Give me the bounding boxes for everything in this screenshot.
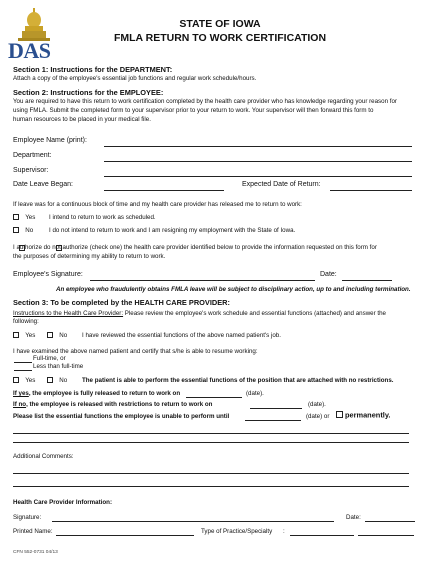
state-title: STATE OF IOWA (179, 18, 261, 30)
reviewed-row (13, 332, 67, 340)
reviewed-text: I have reviewed the essential functions of the above named patient's job. (82, 332, 281, 339)
employee-name-label: Employee Name (print): (13, 137, 87, 144)
less-full-time-blank[interactable] (14, 370, 32, 371)
list-functions-date-field[interactable] (245, 420, 301, 421)
type-practice-field-2[interactable] (358, 535, 414, 536)
date-leave-began-label: Date Leave Began: (13, 181, 73, 188)
if-no-date-field[interactable] (250, 408, 302, 409)
permanently-checkbox[interactable] (336, 411, 343, 418)
if-yes-date-paren: (date). (246, 390, 264, 397)
printed-name-label: Printed Name: (13, 528, 53, 535)
supervisor-label: Supervisor: (13, 167, 49, 174)
if-no-underlined: If no (13, 401, 27, 408)
if-yes-text (13, 390, 180, 398)
authorize-checkbox[interactable] (19, 245, 25, 251)
provider-info-label: Health Care Provider Information: (13, 499, 113, 506)
provider-signature-label: Signature: (13, 514, 42, 521)
employee-signature-field[interactable] (90, 280, 315, 281)
reviewed-yes-checkbox[interactable] (13, 332, 19, 338)
reviewed-no-checkbox[interactable] (47, 332, 53, 338)
instructions-underlined: Instructions to the Health Care Provider: (13, 310, 124, 317)
provider-date-field[interactable] (365, 521, 415, 522)
comments-line-1[interactable] (13, 473, 409, 474)
no-label: No (25, 227, 34, 234)
if-yes-rest: , the employee is fully released to return to work on (28, 390, 181, 397)
section1-heading: Section 1: Instructions for the DEPARTMENT: (13, 65, 173, 74)
department-field[interactable] (104, 161, 412, 162)
section3-instructions-line2: following: (13, 318, 39, 325)
full-time-blank[interactable] (14, 362, 32, 363)
type-practice-colon: : (283, 528, 285, 535)
type-practice-field[interactable] (290, 535, 354, 536)
reviewed-yes-label: Yes (25, 332, 36, 339)
if-no-text (13, 401, 212, 409)
intend-return-checkbox[interactable] (13, 214, 19, 220)
if-no-date-paren: (date). (308, 401, 326, 408)
form-number: CFN 552-0731 04/13 (13, 550, 58, 555)
employee-date-label: Date: (320, 271, 337, 278)
functions-line-2[interactable] (13, 442, 409, 443)
if-yes-date-field[interactable] (186, 397, 242, 398)
provider-signature-field[interactable] (52, 521, 334, 522)
printed-name-field[interactable] (56, 535, 194, 536)
supervisor-field[interactable] (104, 176, 412, 177)
intend-return-text: I intend to return to work as scheduled. (49, 214, 156, 221)
expected-return-label: Expected Date of Return: (242, 181, 321, 188)
expected-return-field[interactable] (330, 190, 412, 191)
functions-line-1[interactable] (13, 433, 409, 434)
able-perform-row (13, 377, 67, 385)
additional-comments-label: Additional Comments: (13, 453, 74, 460)
able-no-checkbox[interactable] (47, 377, 53, 383)
authorize-line2: the purposes of determining my ability to return to work. (13, 253, 166, 260)
not-intend-checkbox[interactable] (13, 227, 19, 233)
not-intend-text: I do not intend to return to work and I am resigning my employment with the State of Iowa. (49, 227, 296, 234)
list-functions-text: Please list the essential functions the employee is unable to perform until (13, 413, 230, 420)
comments-line-2[interactable] (13, 486, 409, 487)
instructions-rest: Please review the employee's work schedule and essential functions (attached) and answer the (123, 310, 386, 317)
intend-return-row (13, 214, 35, 222)
permanently-row (336, 411, 390, 420)
able-yes-checkbox[interactable] (13, 377, 19, 383)
employee-date-field[interactable] (342, 280, 392, 281)
employee-name-field[interactable] (104, 146, 412, 147)
if-yes-underlined: If yes (13, 390, 29, 397)
fraud-warning: An employee who fraudulently obtains FMLA leave will be subject to disciplinary action, up to and including termination. (56, 286, 411, 293)
section2-text-line3: human resources to be placed in your medical file. (13, 116, 151, 123)
able-yes-label: Yes (25, 377, 36, 384)
employee-signature-label: Employee's Signature: (13, 271, 83, 278)
do-not-authorize-checkbox[interactable] (56, 245, 62, 251)
section1-text: Attach a copy of the employee's essential job functions and regular work schedule/hours. (13, 75, 257, 82)
examined-text: I have examined the above named patient and certify that s/he is able to resume working: (13, 348, 258, 355)
if-no-rest: , the employee is released with restrictions to return to work on (26, 401, 213, 408)
section3-heading: Section 3: To be completed by the HEALTH CARE PROVIDER: (13, 298, 230, 307)
authorize-line1: I authorize do not authorize (check one) the health care provider identified below to provide the information requested on this form for (13, 244, 377, 251)
date-leave-began-field[interactable] (104, 190, 224, 191)
yes-label: Yes (25, 214, 36, 221)
reviewed-no-label: No (59, 332, 68, 339)
form-title: FMLA RETURN TO WORK CERTIFICATION (113, 32, 327, 44)
not-intend-row (13, 227, 33, 235)
able-perform-text: The patient is able to perform the essential functions of the position that are attached with no restrictions. (82, 377, 394, 384)
type-practice-label: Type of Practice/Specialty (201, 528, 273, 535)
able-no-label: No (59, 377, 68, 384)
date-or-text: (date) or (306, 413, 330, 420)
section3-instructions (13, 310, 386, 318)
section2-text-line1: You are required to have this return to work certification completed by the health care provider who has knowledge regarding your reason for (13, 98, 397, 105)
logo-text: DAS (8, 38, 51, 63)
provider-date-label: Date: (346, 514, 361, 521)
full-time-label: Full-time, or (33, 355, 66, 362)
department-label: Department: (13, 152, 52, 159)
leave-question: If leave was for a continuous block of time and my health care provider has released me to return to work: (13, 201, 302, 208)
section2-text-line2: using FMLA. Submit the completed form to your supervisor prior to your return to work. Your supervisor will then forward this form to (13, 107, 374, 114)
permanently-label: permanently. (345, 410, 391, 420)
section2-heading: Section 2: Instructions for the EMPLOYEE: (13, 88, 164, 97)
less-full-time-label: Less than full-time (33, 363, 84, 370)
